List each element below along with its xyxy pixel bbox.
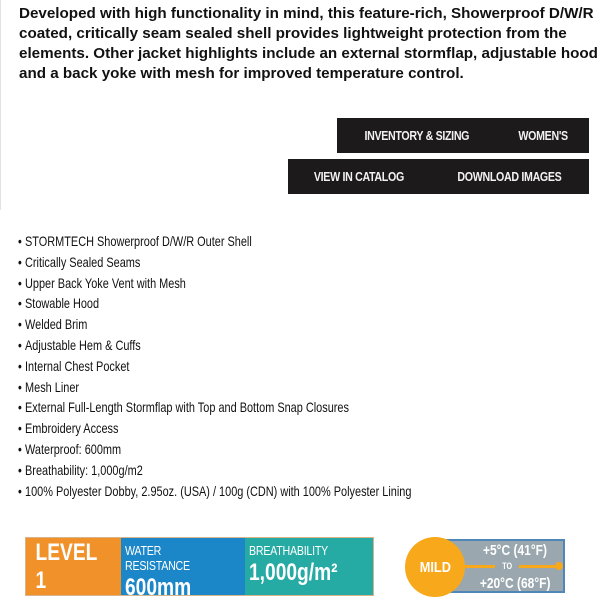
list-item — [18, 273, 522, 294]
temperature-high-text: +5°C (41°F) — [483, 542, 547, 559]
left-border-rule — [0, 0, 1, 210]
water-resistance-cell — [121, 538, 245, 601]
womens-button[interactable] — [497, 118, 589, 153]
feature-text: Mesh Liner — [25, 378, 80, 395]
list-item — [18, 397, 522, 418]
bullet-icon: • — [18, 357, 22, 374]
list-item — [18, 314, 522, 335]
temperature-low-text: +20°C (68°F) — [479, 575, 551, 592]
list-item — [18, 418, 522, 439]
spec-rating-bar — [25, 537, 374, 601]
water-resistance-value: 600mm — [125, 574, 192, 601]
breathability-cell — [245, 538, 373, 595]
view-in-catalog-button[interactable] — [288, 159, 430, 194]
bullet-icon: • — [18, 440, 22, 457]
breathability-value: 1,000g/m² — [249, 559, 338, 586]
bullet-icon: • — [18, 420, 22, 437]
bullet-icon: • — [18, 316, 22, 333]
feature-text: Internal Chest Pocket — [25, 357, 130, 374]
temperature-high — [467, 542, 563, 559]
feature-text: Stowable Hood — [25, 295, 100, 312]
level-label: LEVEL 1 — [35, 538, 98, 594]
womens-label: WOMEN'S — [518, 128, 568, 143]
bullet-icon: • — [18, 399, 22, 416]
list-item — [18, 377, 522, 398]
breathability-label: BREATHABILITY — [249, 543, 328, 558]
bullet-icon: • — [18, 233, 22, 249]
temperature-rating-label: MILD — [419, 558, 451, 576]
temperature-to-text: TO — [502, 561, 512, 571]
range-dot-icon — [555, 562, 563, 570]
feature-text: Critically Sealed Seams — [25, 253, 141, 270]
feature-text: STORMTECH Showerproof D/W/R Outer Shell — [25, 233, 252, 249]
inventory-sizing-label: INVENTORY & SIZING — [364, 128, 470, 143]
list-item — [18, 231, 522, 252]
bullet-icon: • — [18, 378, 22, 395]
mild-circle-icon — [405, 537, 465, 597]
water-resistance-label: WATER RESISTANCE — [125, 543, 190, 573]
list-item — [18, 481, 522, 502]
feature-text: Breathability: 1,000g/m2 — [25, 461, 143, 478]
inventory-sizing-button[interactable] — [337, 118, 497, 153]
feature-text: Embroidery Access — [25, 420, 119, 437]
download-images-button[interactable] — [430, 159, 589, 194]
bullet-icon: • — [18, 253, 22, 270]
temperature-rating-badge — [405, 537, 567, 597]
feature-text: External Full-Length Stormflap with Top and Bottom Snap Closures — [25, 399, 349, 416]
list-item — [18, 335, 522, 356]
level-badge — [26, 538, 121, 595]
feature-text: Upper Back Yoke Vent with Mesh — [25, 274, 186, 291]
feature-list — [18, 231, 522, 501]
bullet-icon: • — [18, 336, 22, 353]
list-item — [18, 293, 522, 314]
feature-text: Adjustable Hem & Cuffs — [25, 336, 141, 353]
view-in-catalog-label: VIEW IN CATALOG — [314, 169, 405, 184]
feature-text: Waterproof: 600mm — [25, 440, 122, 457]
product-description: Developed with high functionality in mind, this feature-rich, Showerproof D/W/R coated, critically seam sealed shell provides lightweight protection from the elements. Other jacket highlights include an external stormflap, adjustable hood and a back yoke with mesh for improved temperature control. — [19, 5, 598, 82]
list-item — [18, 252, 522, 273]
bullet-icon: • — [18, 274, 22, 291]
bullet-icon: • — [18, 295, 22, 312]
button-row-bottom — [288, 159, 589, 194]
bullet-icon: • — [18, 461, 22, 478]
temperature-to — [495, 561, 519, 572]
download-images-label: DOWNLOAD IMAGES — [457, 169, 562, 184]
bullet-icon: • — [18, 482, 22, 499]
feature-text: Welded Brim — [25, 316, 88, 333]
button-row-top — [337, 118, 589, 153]
list-item — [18, 460, 522, 481]
list-item — [18, 356, 522, 377]
temperature-low — [467, 575, 563, 592]
feature-text: 100% Polyester Dobby, 2.95oz. (USA) / 100g (CDN) with 100% Polyester Lining — [25, 482, 412, 499]
list-item — [18, 439, 522, 460]
